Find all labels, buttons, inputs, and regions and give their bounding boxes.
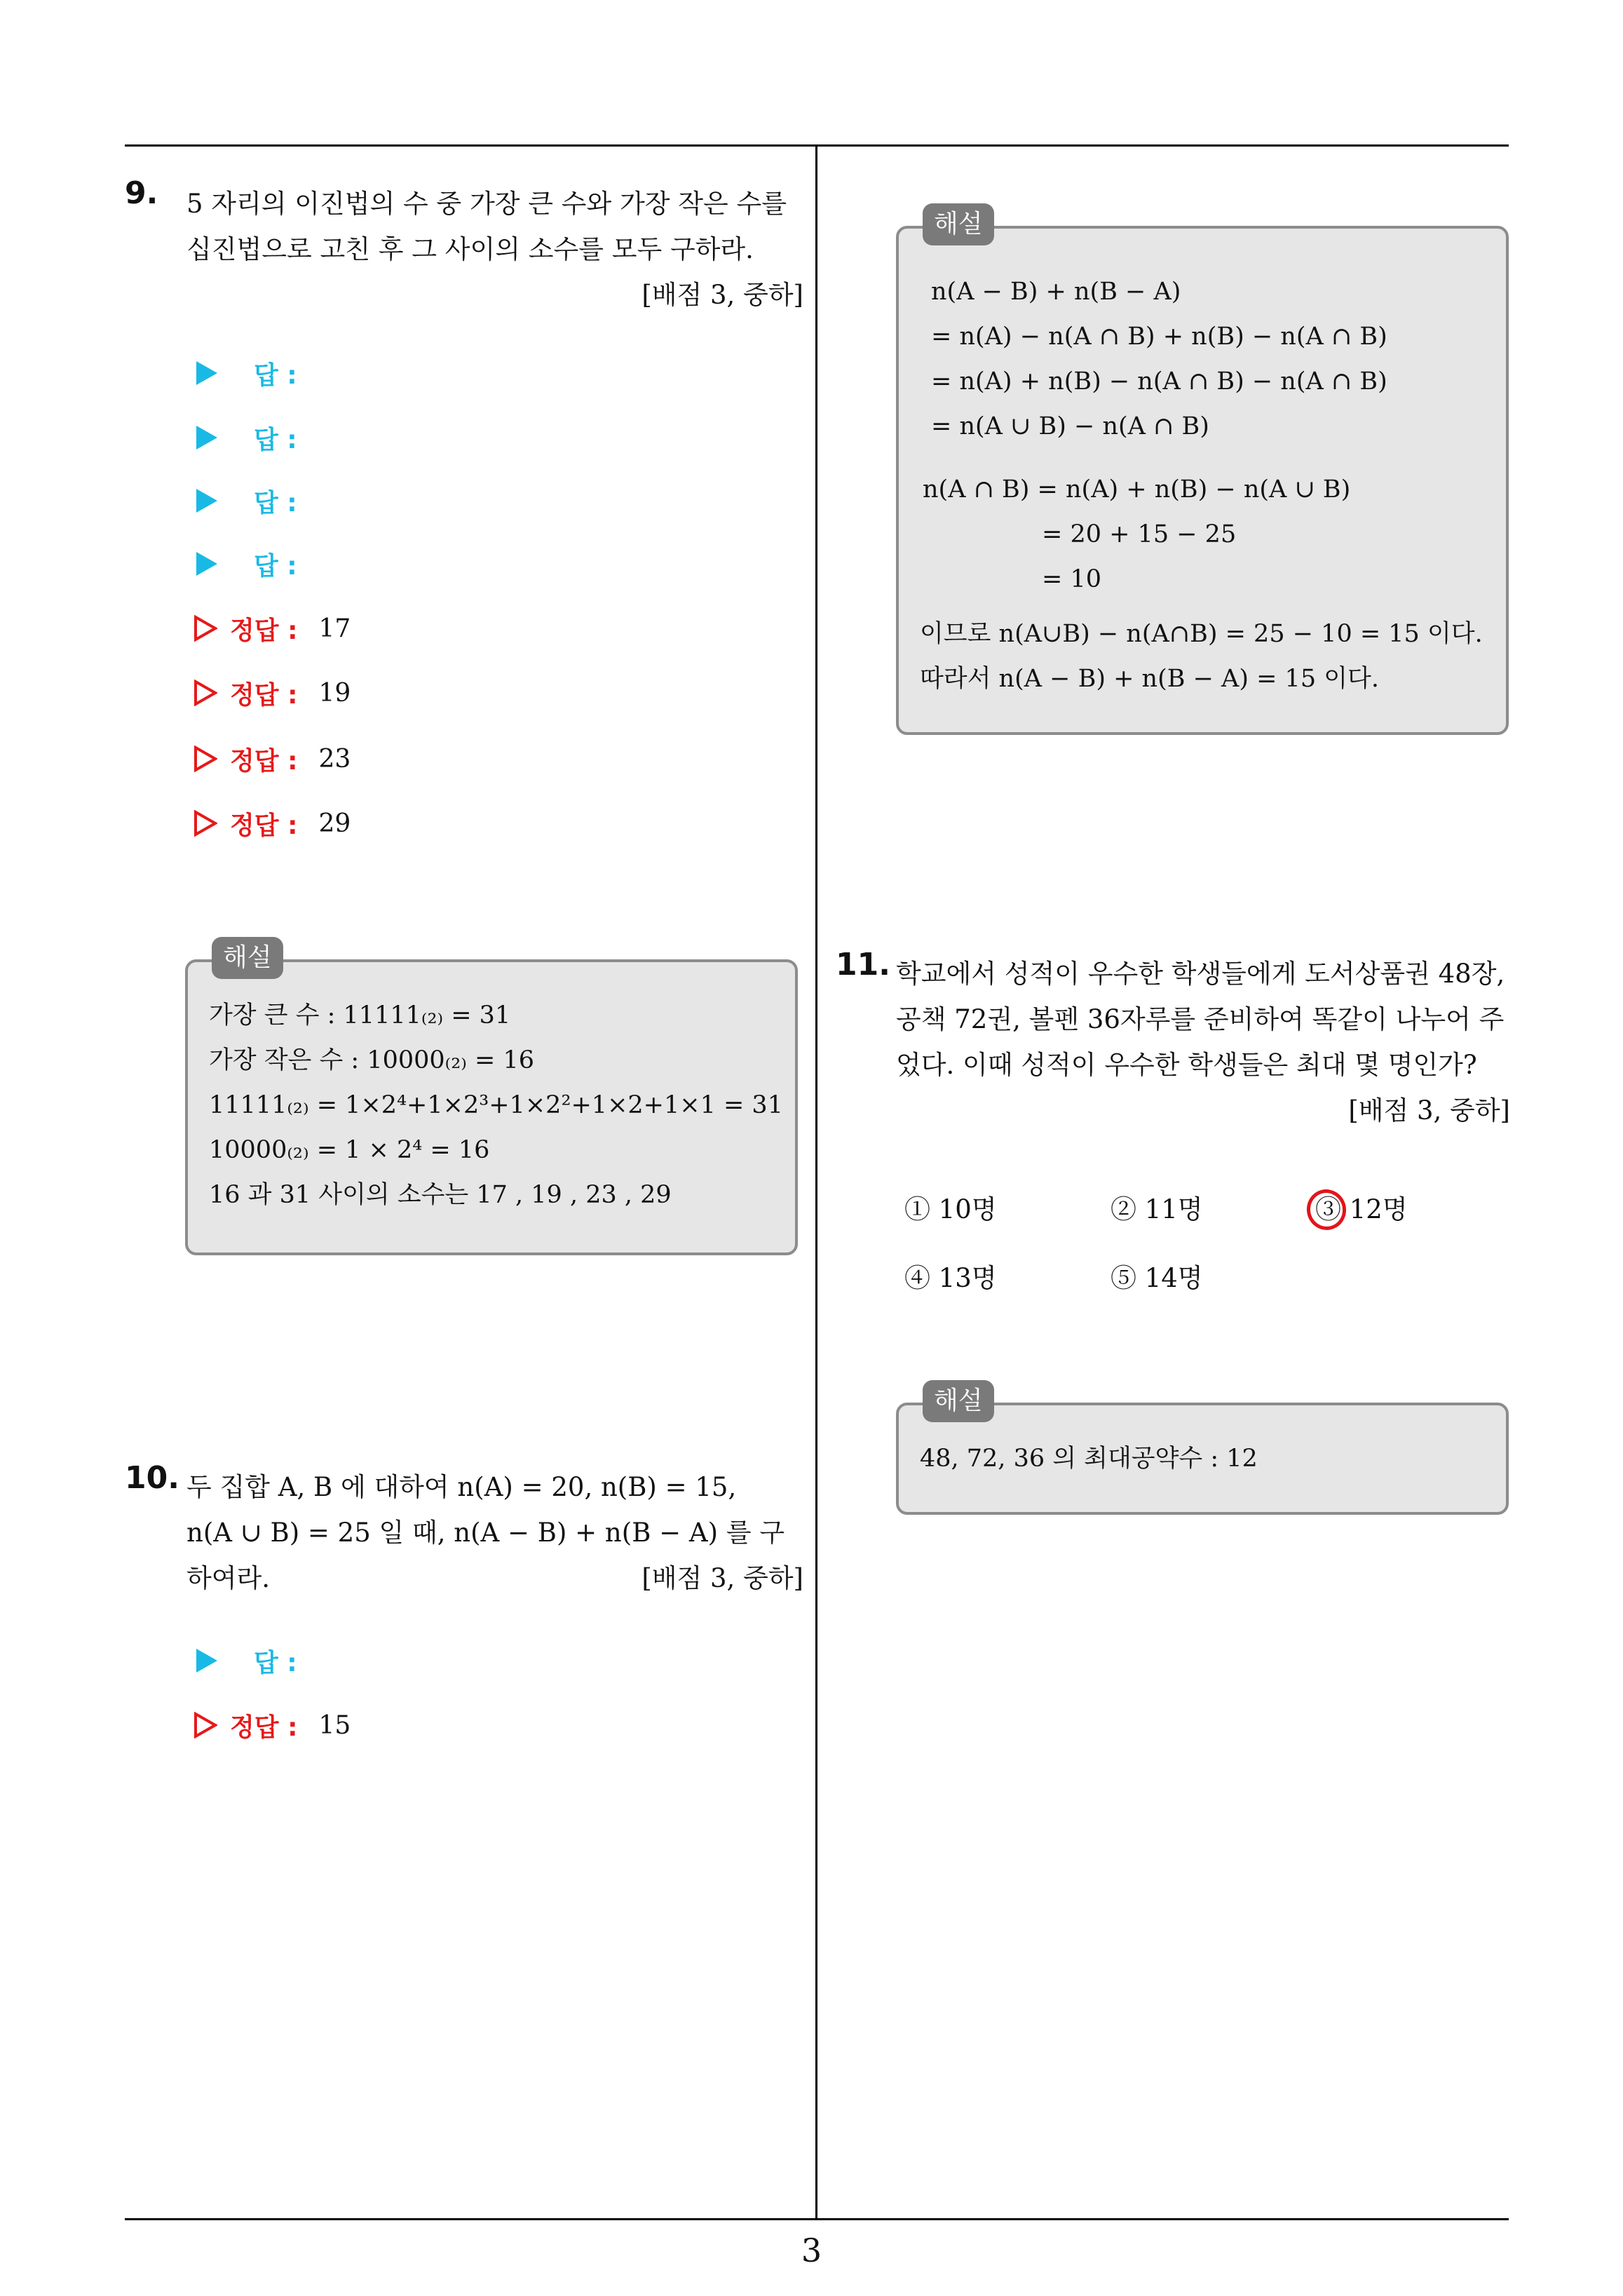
answer-row: [196, 543, 297, 585]
solution-tag: 해설: [212, 937, 283, 979]
correct-value: 19: [318, 678, 351, 708]
correct-answer-row: [193, 1704, 351, 1746]
question-10: [125, 1460, 805, 1614]
correct-value: 17: [318, 614, 351, 643]
score-meta: [배점 3, 중하]: [1348, 1095, 1510, 1126]
play-triangle-icon: [196, 426, 217, 450]
solution-line: 11111₍₂₎ = 1×2⁴+1×2³+1×2²+1×2+1×1 = 31: [209, 1091, 783, 1119]
solution-tag: 해설: [923, 203, 994, 245]
question-number: 9.: [125, 175, 158, 211]
answer-row: [196, 417, 297, 459]
answer-row: [196, 352, 297, 394]
solution-line: 48, 72, 36 의 최대공약수 : 12: [920, 1445, 1258, 1473]
score-meta: [배점 3, 중하]: [641, 280, 803, 310]
score-meta: [배점 3, 중하]: [641, 1563, 803, 1593]
question-number: 10.: [125, 1460, 179, 1496]
solution-line: = n(A) − n(A ∩ B) + n(B) − n(A ∩ B): [931, 323, 1387, 351]
solution-line: 가장 작은 수 : 10000₍₂₎ = 16: [209, 1046, 535, 1074]
solution-tag: 해설: [923, 1380, 994, 1422]
question-9: [125, 175, 805, 316]
play-triangle-icon: [196, 361, 217, 385]
correct-answer-row: [193, 738, 351, 780]
solution-line: n(A − B) + n(B − A): [931, 278, 1181, 306]
solution-box-10: [896, 210, 1509, 735]
correct-answer-row: [193, 607, 351, 649]
option-4[interactable]: ④ 13명: [904, 1263, 997, 1293]
solution-line: 따라서 n(A − B) + n(B − A) = 15 이다.: [920, 665, 1379, 693]
solution-line: = n(A ∪ B) − n(A ∩ B): [931, 412, 1209, 440]
solution-box-11: [896, 1386, 1509, 1515]
outline-triangle-icon: [193, 745, 217, 772]
answer-label: 답 :: [254, 488, 297, 518]
outline-triangle-icon: [193, 810, 217, 837]
solution-line: 10000₍₂₎ = 1 × 2⁴ = 16: [209, 1136, 490, 1164]
answer-label: 답 :: [254, 551, 297, 581]
question-line: 학교에서 성적이 우수한 학생들에게 도서상품권 48장,: [896, 959, 1505, 989]
solution-line: = n(A) + n(B) − n(A ∩ B) − n(A ∩ B): [931, 367, 1387, 396]
correct-label: 정답 :: [230, 616, 298, 645]
correct-value: 29: [318, 809, 351, 838]
outline-triangle-icon: [193, 615, 217, 642]
correct-label: 정답 :: [230, 1713, 298, 1742]
answer-label: 답 :: [254, 360, 297, 390]
question-line: 었다. 이때 성적이 우수한 학생들은 최대 몇 명인가?: [896, 1050, 1477, 1080]
question-text: [186, 1464, 803, 1601]
page-number: 3: [801, 2231, 822, 2269]
solution-line: = 20 + 15 − 25: [1042, 520, 1237, 548]
play-triangle-icon: [196, 552, 217, 576]
correct-label: 정답 :: [230, 680, 298, 710]
solution-line: 이므로 n(A∪B) − n(A∩B) = 25 − 10 = 15 이다.: [920, 620, 1483, 648]
option-1[interactable]: ① 10명: [904, 1194, 997, 1224]
outline-triangle-icon: [193, 680, 217, 706]
answer-row: [196, 1640, 297, 1682]
option-2[interactable]: ② 11명: [1111, 1194, 1203, 1224]
correct-label: 정답 :: [230, 811, 298, 840]
play-triangle-icon: [196, 1649, 217, 1673]
question-text: [186, 181, 803, 318]
question-11: [836, 947, 1512, 1136]
solution-line: = 10: [1042, 565, 1101, 593]
correct-answer-row: [193, 802, 351, 844]
answer-label: 답 :: [254, 425, 297, 454]
solution-line: n(A ∩ B) = n(A) + n(B) − n(A ∪ B): [923, 475, 1351, 504]
question-line: n(A ∪ B) = 25 일 때, n(A − B) + n(B − A) 를 구: [186, 1518, 785, 1548]
correct-answer-row: [193, 672, 351, 714]
outline-triangle-icon: [193, 1712, 217, 1738]
correct-value: 23: [318, 744, 351, 774]
solution-line: 16 과 31 사이의 소수는 17 , 19 , 23 , 29: [209, 1181, 672, 1209]
correct-label: 정답 :: [230, 746, 298, 776]
question-line: 두 집합 A, B 에 대하여 n(A) = 20, n(B) = 15,: [186, 1472, 737, 1502]
answer-row: [196, 480, 297, 522]
solution-box-9: [185, 943, 798, 1255]
question-number: 11.: [836, 947, 890, 982]
column-divider: [815, 146, 817, 2219]
option-3[interactable]: ③ 12명: [1315, 1194, 1408, 1224]
question-line: 공책 72권, 볼펜 36자루를 준비하여 똑같이 나누어 주: [896, 1004, 1505, 1034]
question-line: 하여라.: [186, 1563, 270, 1593]
question-text: [896, 951, 1510, 1133]
answer-label: 답 :: [254, 1648, 297, 1677]
correct-value: 15: [318, 1710, 351, 1740]
question-line: 5 자리의 이진법의 수 중 가장 큰 수와 가장 작은 수를: [186, 189, 787, 219]
question-line: 십진법으로 고친 후 그 사이의 소수를 모두 구하라.: [186, 234, 754, 264]
option-5[interactable]: ⑤ 14명: [1111, 1263, 1203, 1293]
play-triangle-icon: [196, 489, 217, 513]
bottom-rule: [125, 2218, 1509, 2220]
solution-line: 가장 큰 수 : 11111₍₂₎ = 31: [209, 1001, 511, 1029]
